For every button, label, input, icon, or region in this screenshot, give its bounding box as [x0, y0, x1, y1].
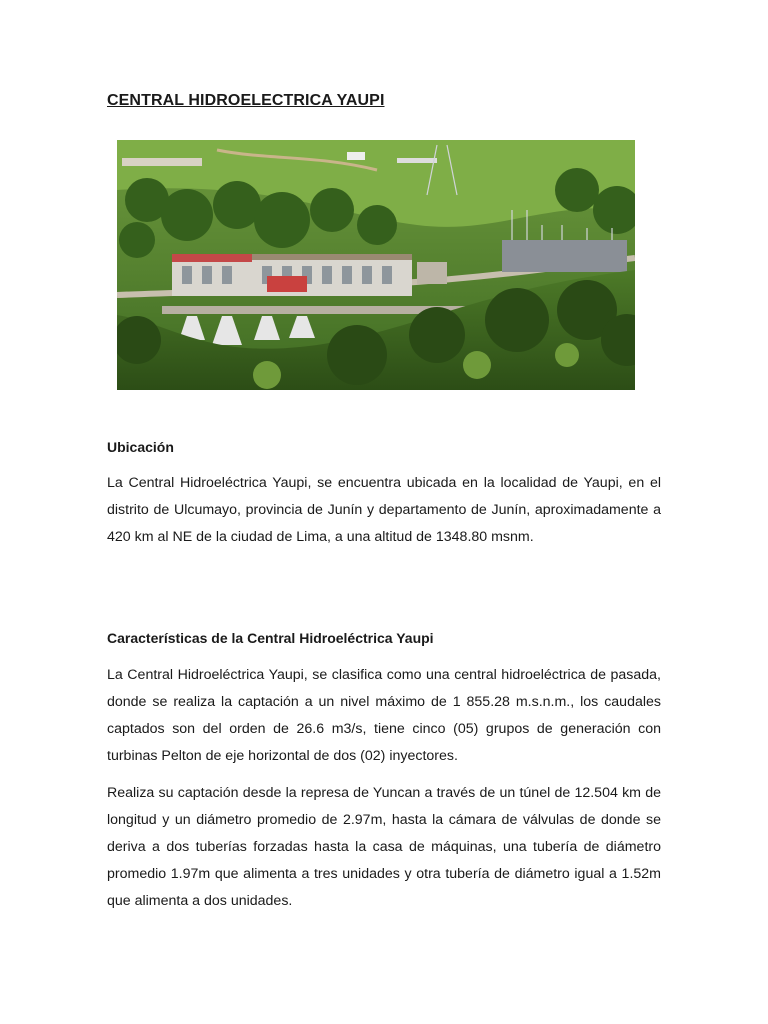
paragraph-caracteristicas-2: Realiza su captación desde la represa de Yuncan a través de un túnel de 12.504 km de longitud y un diámetro promedio de 2.97m, hasta la cámara de válvulas de donde se deriva a dos tuberías forzadas hasta la casa de máquinas, una tubería de diámetro promedio 1.97m que alimenta a tres unidades y otra tubería de diámetro igual a 1.52m que alimenta a dos unidades. [107, 785, 661, 909]
plant-photo-illustration [117, 140, 635, 390]
paragraph-ubicacion: La Central Hidroeléctrica Yaupi, se encuentra ubicada en la localidad de Yaupi, en el distrito de Ulcumayo, provincia de Junín y departamento de Junín, aproximadamente a 420 km al NE de la ciudad de Lima, a una altitud de 1348.80 msnm. [107, 475, 661, 545]
section-heading-ubicacion: Ubicación [107, 439, 174, 455]
section-heading-caracteristicas: Características de la Central Hidroeléctrica Yaupi [107, 630, 434, 646]
hydroelectric-plant-photo [117, 140, 635, 390]
paragraph-caracteristicas-1: La Central Hidroeléctrica Yaupi, se clasifica como una central hidroeléctrica de pasada, donde se realiza la captación a un nivel máximo de 1 855.28 m.s.n.m., los caudales captados son del orden de 26.6 m3/s, tiene cinco (05) grupos de generación con turbinas Pelton de eje horizontal de dos (02) inyectores. [107, 667, 661, 764]
document-title: CENTRAL HIDROELECTRICA YAUPI [107, 92, 385, 109]
